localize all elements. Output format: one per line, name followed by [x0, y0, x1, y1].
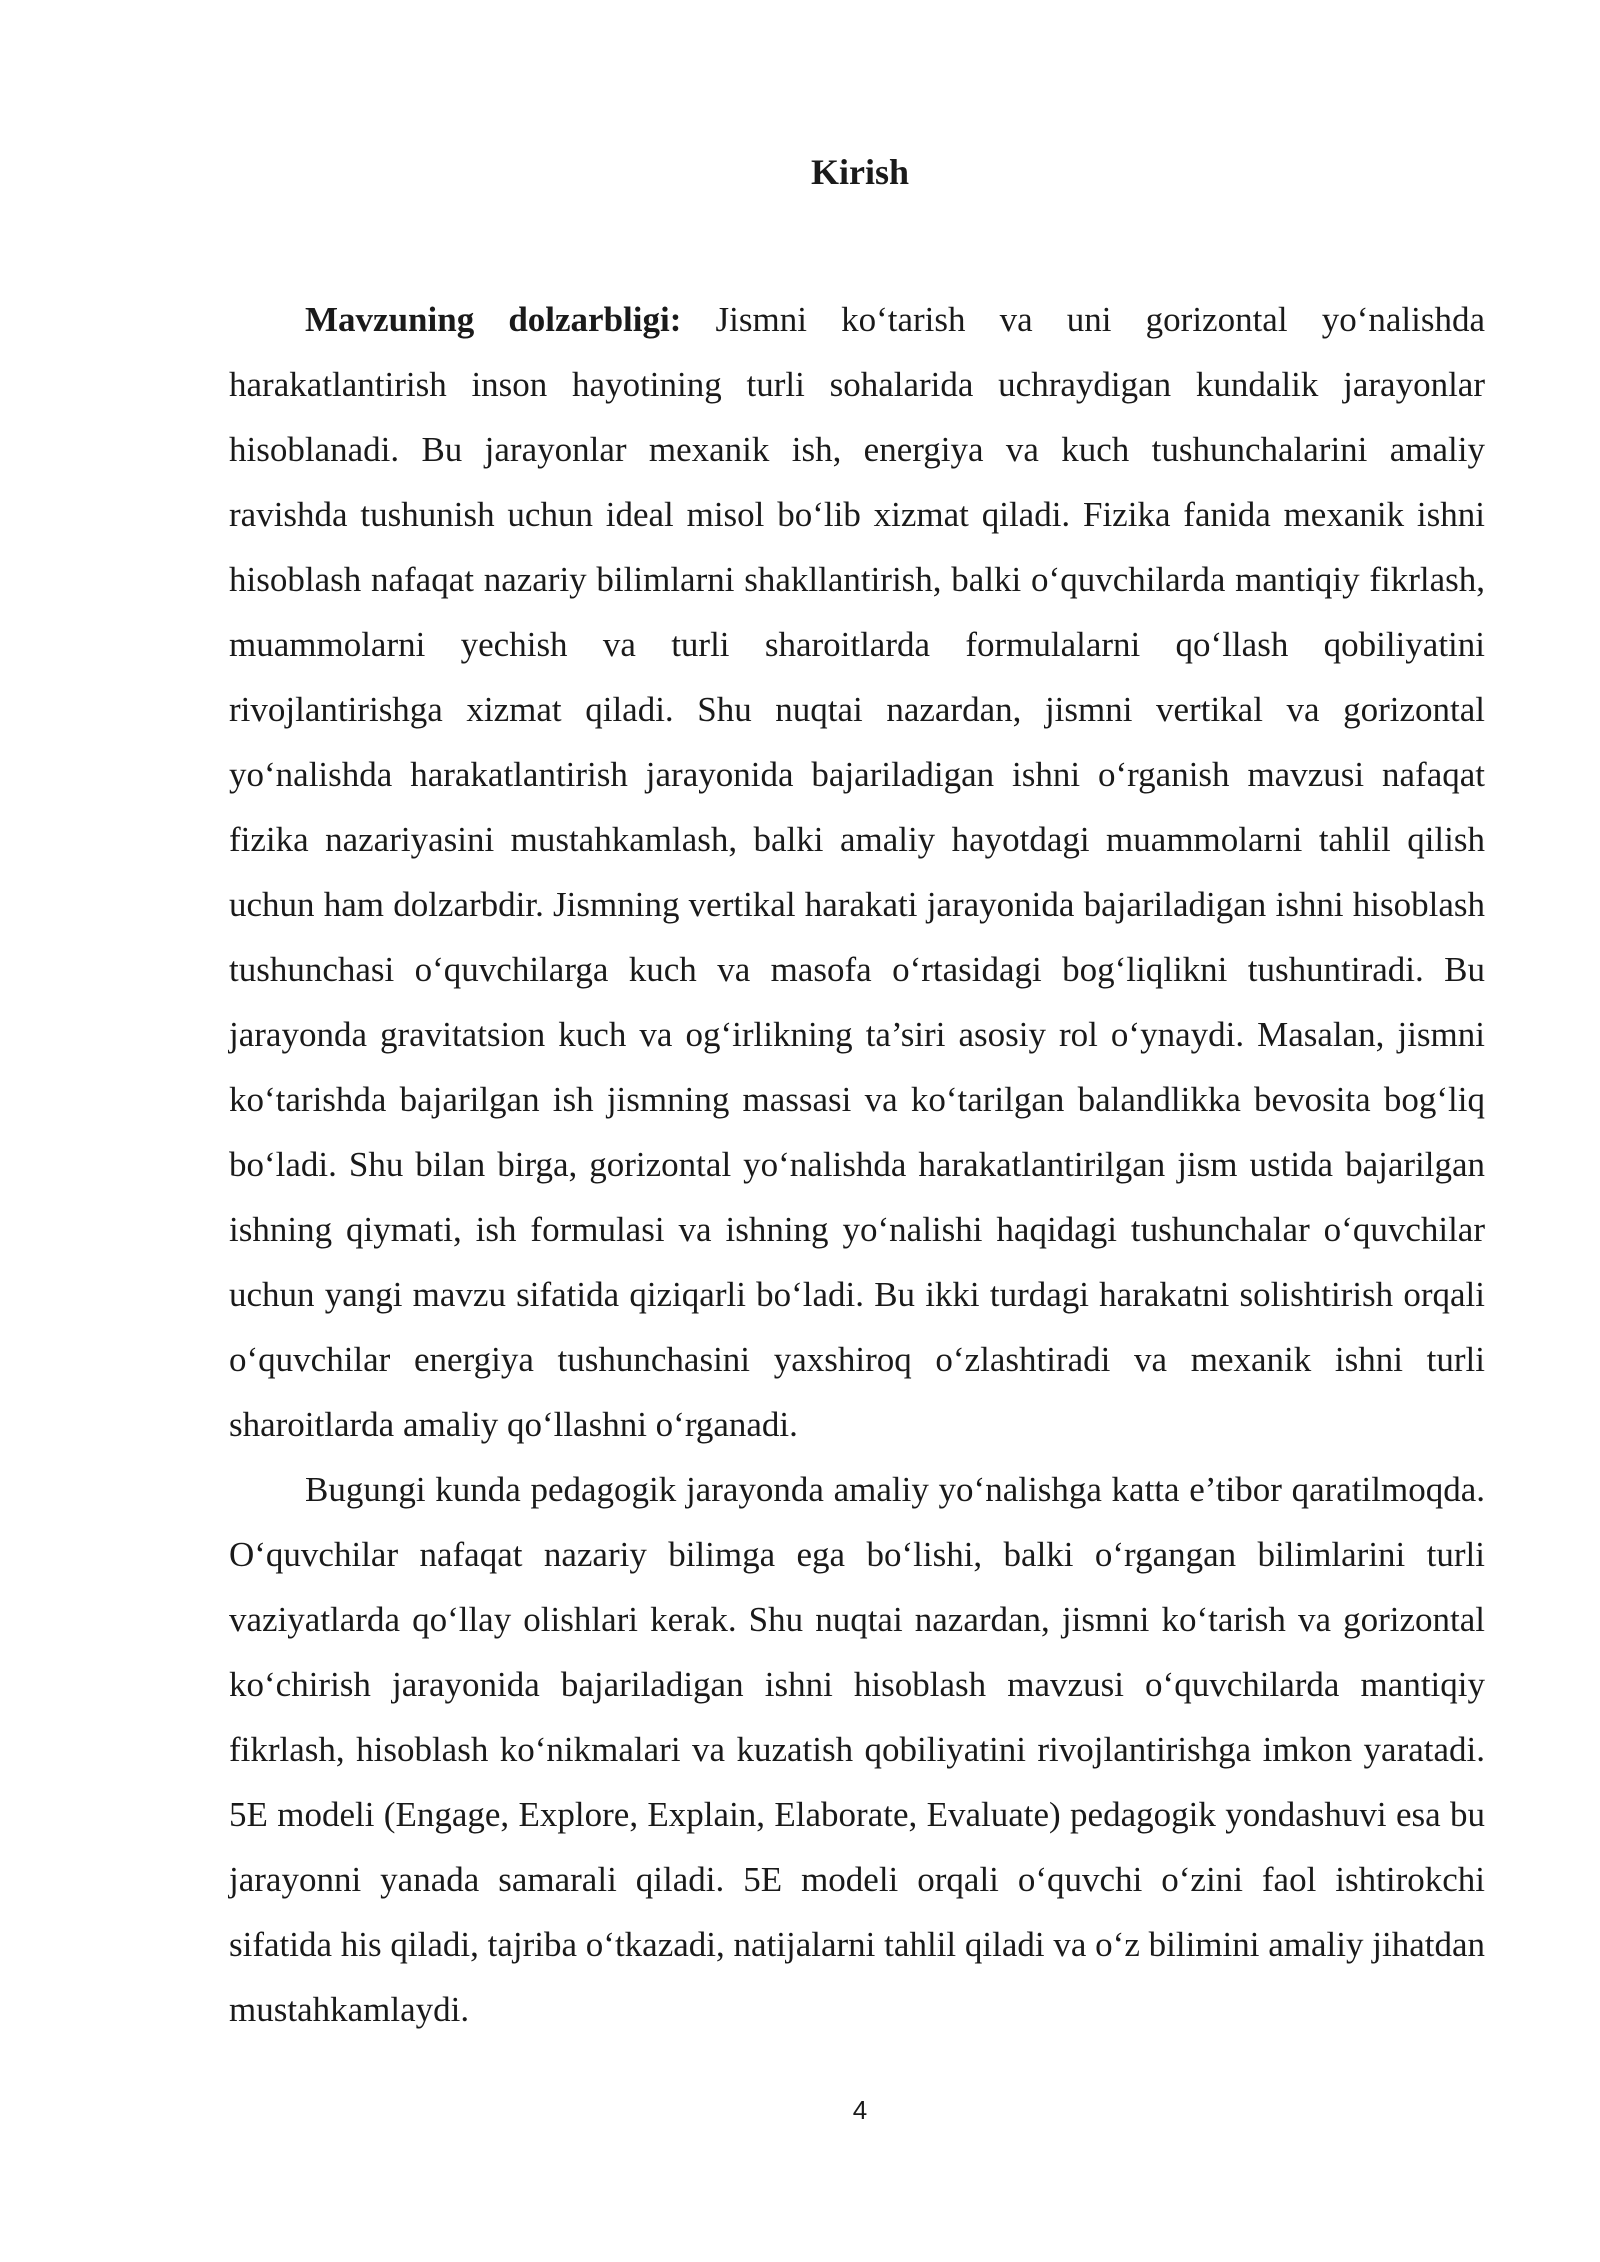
- body-text: [229, 287, 1485, 2042]
- page-number: 4: [852, 2095, 868, 2125]
- paragraph-text: Jismni ko‘tarish va uni gorizontal yo‘nalishda harakatlantirish inson hayotining turli sohalarida uchraydigan kundalik jarayonlar hisoblanadi. Bu jarayonlar mexanik ish, energiya va kuch tushunchalarini amaliy ravishda tushunish uchun ideal misol bo‘lib xizmat qiladi. Fizika fanida mexanik ishni hisoblash nafaqat nazariy bilimlarni shakllantirish, balki o‘quvchilarda mantiqiy fikrlash, muammolarni yechish va turli sharoitlarda formulalarni qo‘llash qobiliyatini rivojlantirishga xizmat qiladi. Shu nuqtai nazardan, jismni vertikal va gorizontal yo‘nalishda harakatlantirish jarayonida bajariladigan ishni o‘rganish mavzusi nafaqat fizika nazariyasini mustahkamlash, balki amaliy hayotdagi muammolarni tahlil qilish uchun ham dolzarbdir. Jismning vertikal harakati jarayonida bajariladigan ishni hisoblash tushunchasi o‘quvchilarga kuch va masofa o‘rtasidagi bog‘liqlikni tushuntiradi. Bu jarayonda gravitatsion kuch va og‘irlikning ta’siri asosiy rol o‘ynaydi. Masalan, jismni ko‘tarishda bajarilgan ish jismning massasi va ko‘tarilgan balandlikka bevosita bog‘liq bo‘ladi. Shu bilan birga, gorizontal yo‘nalishda harakatlantirilgan jism ustida bajarilgan ishning qiymati, ish formulasi va ishning yo‘nalishi haqidagi tushunchalar o‘quvchilar uchun yangi mavzu sifatida qiziqarli bo‘ladi. Bu ikki turdagi harakatni solishtirish orqali o‘quvchilar energiya tushunchasini yaxshiroq o‘zlashtiradi va mexanik ishni turli sharoitlarda amaliy qo‘llashni o‘rganadi.: [229, 300, 1485, 1444]
- page-title: Kirish: [810, 152, 909, 192]
- paragraph-text: Bugungi kunda pedagogik jarayonda amaliy yo‘nalishga katta e’tibor qaratilmoqda. O‘quvchilar nafaqat nazariy bilimga ega bo‘lishi, balki o‘rgangan bilimlarini turli vaziyatlarda qo‘llay olishlari kerak. Shu nuqtai nazardan, jismni ko‘tarish va gorizontal ko‘chirish jarayonida bajariladigan ishni hisoblash mavzusi o‘quvchilarda mantiqiy fikrlash, hisoblash ko‘nikmalari va kuzatish qobiliyatini rivojlantirishga imkon yaratadi. 5E modeli (Engage, Explore, Explain, Elaborate, Evaluate) pedagogik yondashuvi esa bu jarayonni yanada samarali qiladi. 5E modeli orqali o‘quvchi o‘zini faol ishtirokchi sifatida his qiladi, tajriba o‘tkazadi, natijalarni tahlil qiladi va o‘z bilimini amaliy jihatdan mustahkamlaydi.: [229, 1470, 1485, 2029]
- paragraph-2: [229, 1457, 1485, 2042]
- paragraph-lead: Mavzuning dolzarbligi:: [305, 300, 682, 339]
- paragraph-1: [229, 287, 1485, 1457]
